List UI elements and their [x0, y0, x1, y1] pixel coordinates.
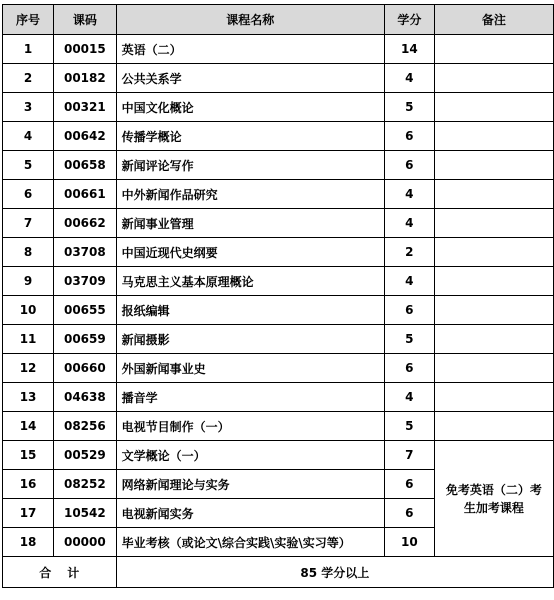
cell-credits: 4 [384, 209, 434, 238]
cell-code: 00655 [54, 296, 117, 325]
cell-note-merged: 免考英语（二）考生加考课程 [434, 441, 553, 557]
total-row [3, 557, 554, 588]
cell-note [434, 383, 553, 412]
cell-index: 3 [3, 93, 54, 122]
cell-credits: 6 [384, 499, 434, 528]
cell-credits: 7 [384, 441, 434, 470]
cell-credits: 4 [384, 180, 434, 209]
cell-credits: 5 [384, 325, 434, 354]
cell-code: 04638 [54, 383, 117, 412]
cell-course-name: 中外新闻作品研究 [116, 180, 384, 209]
cell-course-name: 中国文化概论 [116, 93, 384, 122]
cell-credits: 14 [384, 35, 434, 64]
table-row [3, 122, 554, 151]
cell-course-name: 新闻事业管理 [116, 209, 384, 238]
cell-index: 11 [3, 325, 54, 354]
cell-code: 03709 [54, 267, 117, 296]
cell-index: 14 [3, 412, 54, 441]
cell-credits: 4 [384, 64, 434, 93]
cell-credits: 6 [384, 296, 434, 325]
cell-code: 00642 [54, 122, 117, 151]
cell-code: 00529 [54, 441, 117, 470]
cell-credits: 2 [384, 238, 434, 267]
cell-note [434, 209, 553, 238]
cell-index: 16 [3, 470, 54, 499]
cell-index: 6 [3, 180, 54, 209]
cell-course-name: 英语（二） [116, 35, 384, 64]
cell-credits: 5 [384, 412, 434, 441]
cell-code: 00662 [54, 209, 117, 238]
cell-note [434, 64, 553, 93]
cell-note [434, 238, 553, 267]
header-course-name: 课程名称 [116, 5, 384, 35]
cell-index: 5 [3, 151, 54, 180]
table-row [3, 354, 554, 383]
cell-note [434, 93, 553, 122]
cell-index: 17 [3, 499, 54, 528]
total-value: 85 学分以上 [116, 557, 553, 588]
cell-code: 10542 [54, 499, 117, 528]
cell-course-name: 马克思主义基本原理概论 [116, 267, 384, 296]
table-row [3, 209, 554, 238]
cell-note [434, 122, 553, 151]
cell-code: 08256 [54, 412, 117, 441]
total-label: 合计 [3, 557, 117, 588]
header-code: 课码 [54, 5, 117, 35]
cell-code: 00659 [54, 325, 117, 354]
table-row [3, 441, 554, 470]
cell-course-name: 电视节目制作（一） [116, 412, 384, 441]
cell-course-name: 毕业考核（或论文\综合实践\实验\实习等） [116, 528, 384, 557]
table-row [3, 325, 554, 354]
cell-code: 00182 [54, 64, 117, 93]
table-row [3, 64, 554, 93]
cell-index: 2 [3, 64, 54, 93]
cell-index: 13 [3, 383, 54, 412]
header-note: 备注 [434, 5, 553, 35]
cell-credits: 6 [384, 354, 434, 383]
cell-course-name: 播音学 [116, 383, 384, 412]
cell-code: 03708 [54, 238, 117, 267]
cell-code: 00000 [54, 528, 117, 557]
cell-code: 00660 [54, 354, 117, 383]
cell-note [434, 325, 553, 354]
cell-code: 00321 [54, 93, 117, 122]
cell-code: 08252 [54, 470, 117, 499]
cell-credits: 4 [384, 267, 434, 296]
cell-course-name: 外国新闻事业史 [116, 354, 384, 383]
cell-course-name: 中国近现代史纲要 [116, 238, 384, 267]
cell-note [434, 267, 553, 296]
cell-code: 00661 [54, 180, 117, 209]
table-row [3, 180, 554, 209]
table-row [3, 267, 554, 296]
table-row [3, 151, 554, 180]
table-row [3, 238, 554, 267]
cell-credits: 4 [384, 383, 434, 412]
cell-course-name: 新闻摄影 [116, 325, 384, 354]
cell-index: 15 [3, 441, 54, 470]
header-row [3, 5, 554, 35]
cell-course-name: 报纸编辑 [116, 296, 384, 325]
cell-note [434, 35, 553, 64]
cell-code: 00658 [54, 151, 117, 180]
table-row [3, 35, 554, 64]
cell-credits: 10 [384, 528, 434, 557]
table-row [3, 296, 554, 325]
cell-index: 9 [3, 267, 54, 296]
table-body [3, 35, 554, 557]
table-header [3, 5, 554, 35]
course-table-wrapper [2, 4, 554, 588]
cell-index: 4 [3, 122, 54, 151]
header-credits: 学分 [384, 5, 434, 35]
cell-note [434, 354, 553, 383]
cell-credits: 6 [384, 151, 434, 180]
cell-index: 12 [3, 354, 54, 383]
cell-code: 00015 [54, 35, 117, 64]
table-row [3, 93, 554, 122]
cell-course-name: 电视新闻实务 [116, 499, 384, 528]
cell-index: 8 [3, 238, 54, 267]
cell-note [434, 412, 553, 441]
cell-course-name: 网络新闻理论与实务 [116, 470, 384, 499]
cell-credits: 6 [384, 470, 434, 499]
course-table [2, 4, 554, 588]
cell-index: 1 [3, 35, 54, 64]
cell-index: 10 [3, 296, 54, 325]
cell-note [434, 151, 553, 180]
cell-course-name: 公共关系学 [116, 64, 384, 93]
cell-note [434, 180, 553, 209]
table-footer [3, 557, 554, 588]
header-index: 序号 [3, 5, 54, 35]
table-row [3, 412, 554, 441]
cell-credits: 6 [384, 122, 434, 151]
cell-course-name: 文学概论（一） [116, 441, 384, 470]
cell-index: 18 [3, 528, 54, 557]
table-row [3, 383, 554, 412]
cell-index: 7 [3, 209, 54, 238]
cell-credits: 5 [384, 93, 434, 122]
cell-note [434, 296, 553, 325]
cell-course-name: 传播学概论 [116, 122, 384, 151]
cell-course-name: 新闻评论写作 [116, 151, 384, 180]
